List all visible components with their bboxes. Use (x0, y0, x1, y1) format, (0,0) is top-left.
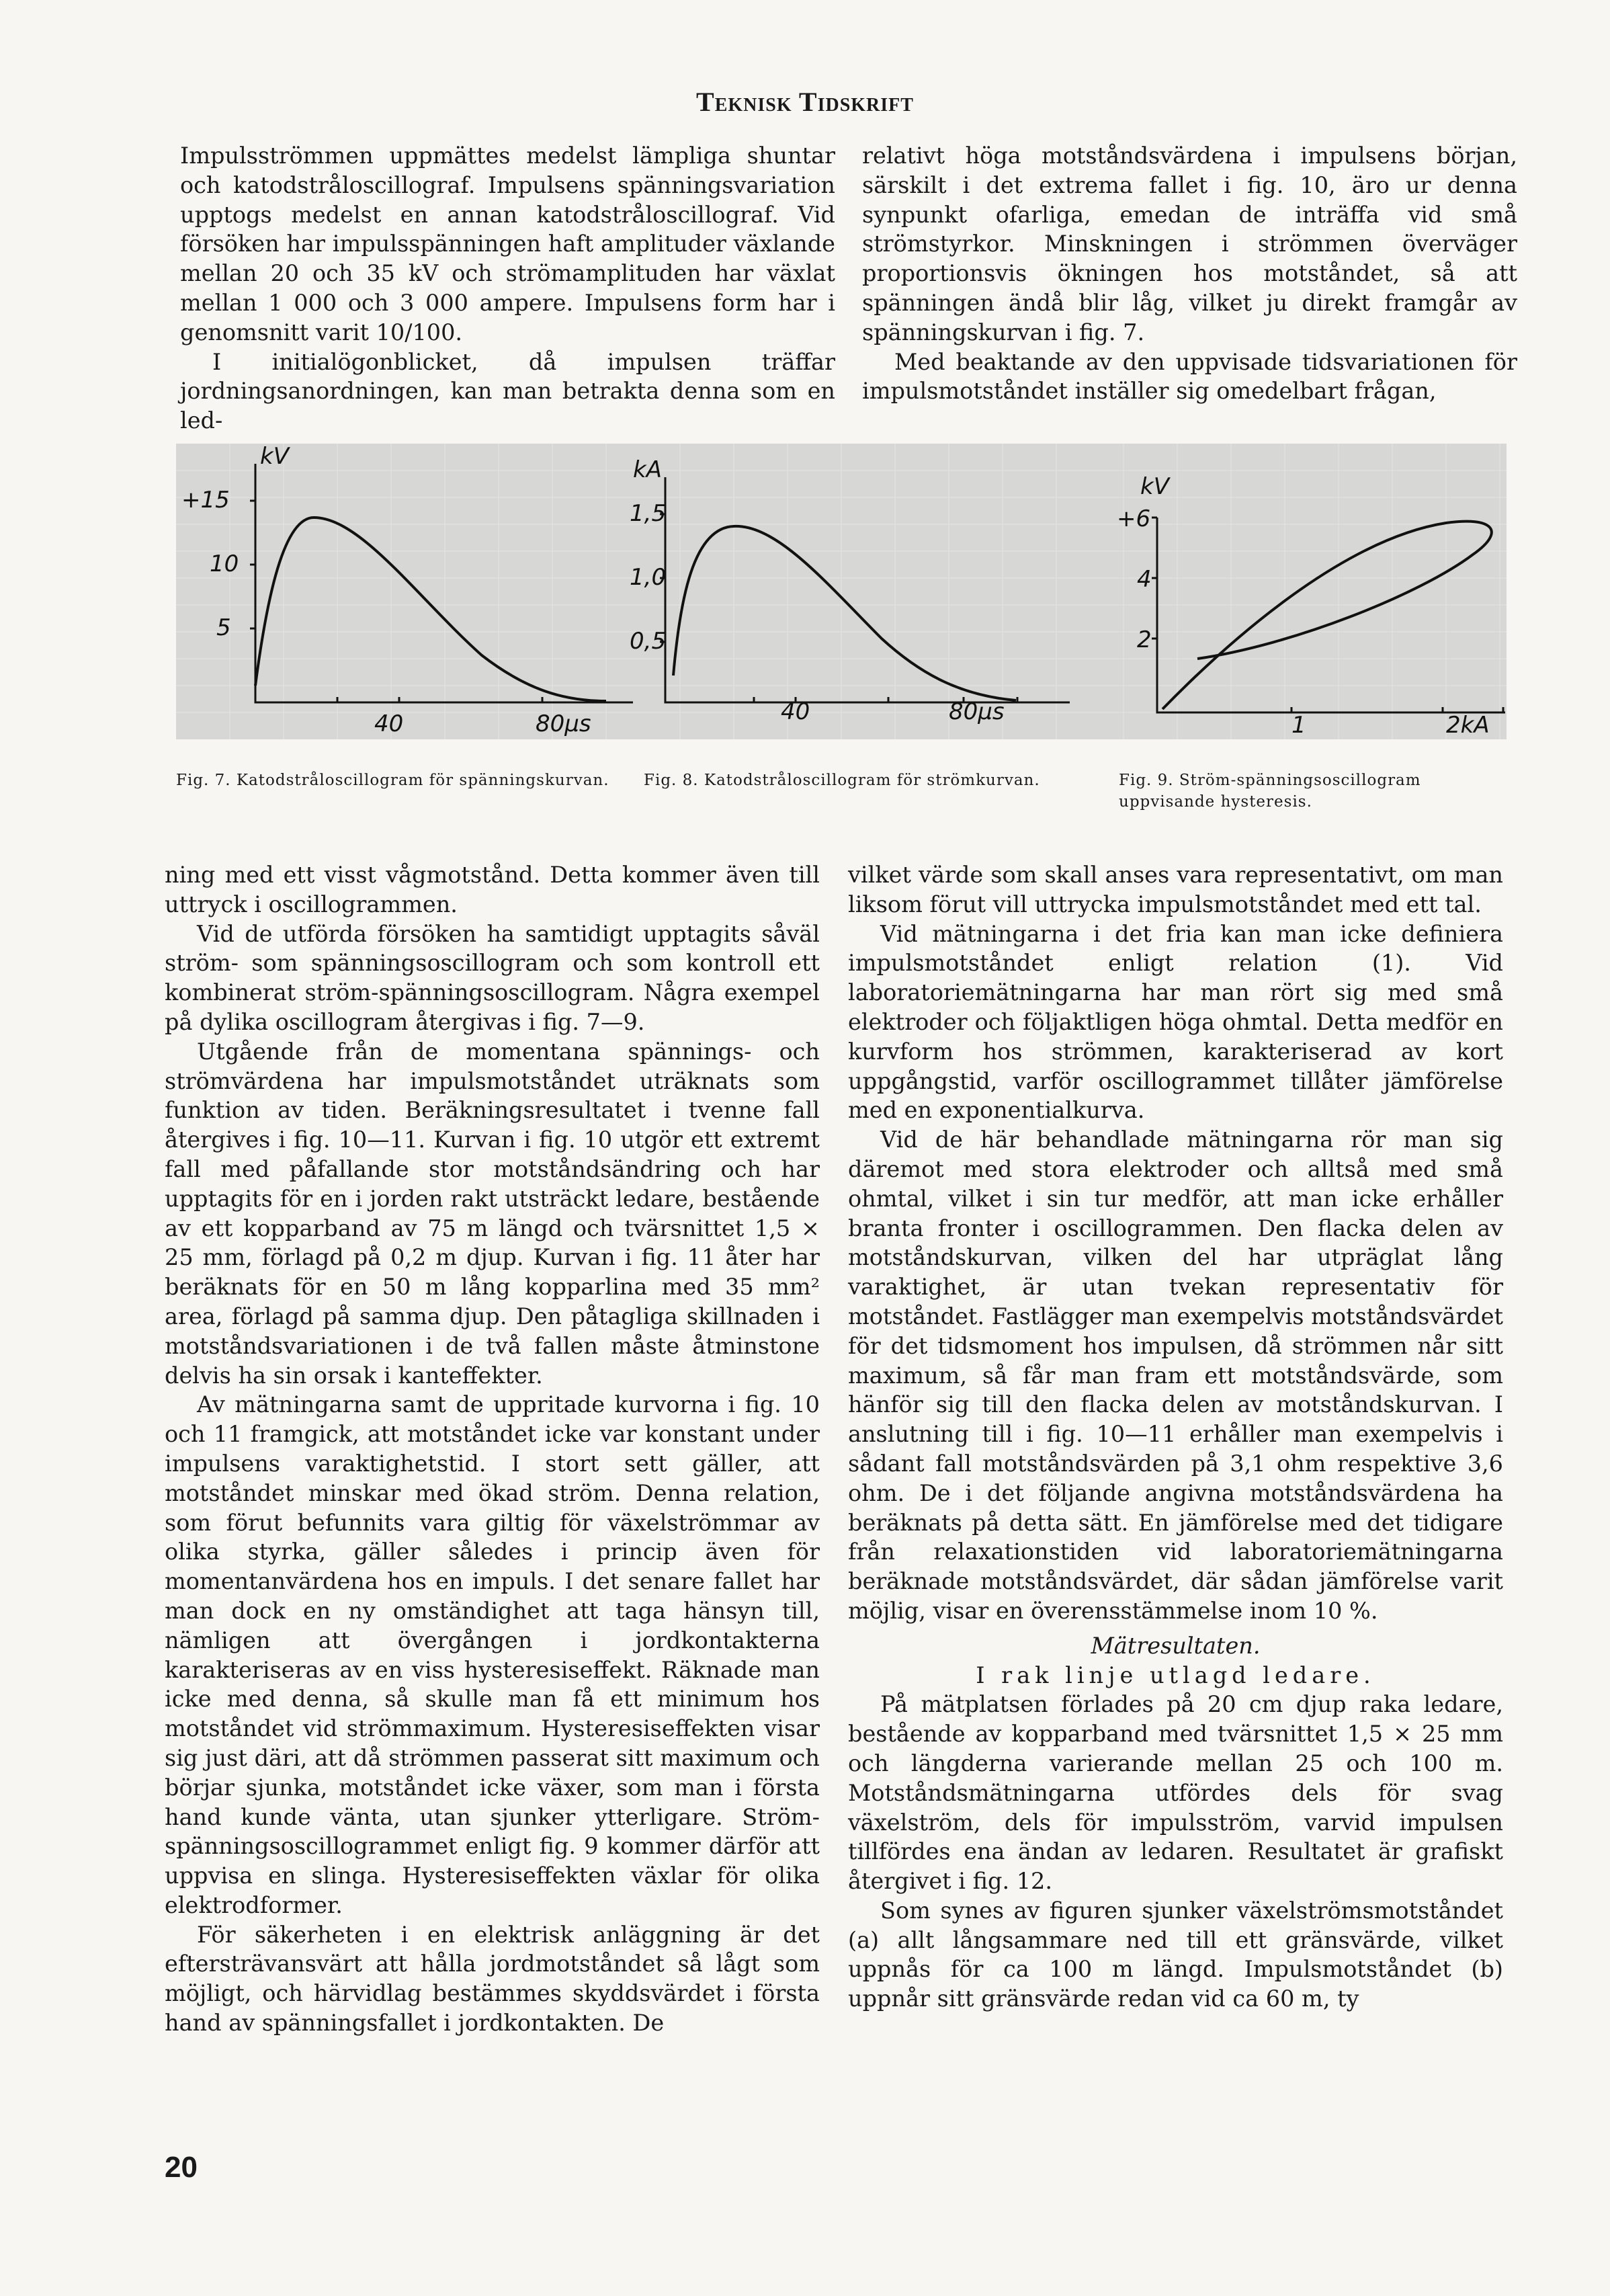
figure-7-plot (176, 444, 633, 739)
axes (1157, 518, 1505, 712)
x-tick-label: 1 (1291, 712, 1306, 739)
figure-7-caption: Fig. 7. Katodstråloscillogram för spänningskurvan. (176, 772, 609, 789)
y-unit-label: kV (1140, 473, 1169, 500)
y-tick-label: 0,5 (630, 628, 667, 655)
paragraph: Vid de utförda försöken ha samtidigt upptagits såväl ström- som spänningsoscillogram och som kontroll ett kombinerat ström-spänningsoscillogram. Några exempel på dylika oscillogram återgivas i fig. 7—9. (165, 920, 820, 1035)
paragraph: För säkerheten i en elektrisk anläggning är det eftersträvansvärt att hålla jordmotståndet så lågt som möjligt, och härvidlag bestämmes skyddsvärdet i första hand av spänningsfallet i jordkontakten. De (165, 1921, 820, 2037)
paragraph: Vid de här behandlade mätningarna rör man sig däremot med stora elektroder och alltså med små ohmtal, vilket i sin tur medför, att man icke erhåller branta fronter i oscillogrammen. Den flacka delen av motståndskurvan, vilken del har utpräglat lång varaktighet, är utan tvekan representativ för motståndet. Fastlägger man exempelvis motståndsvärdet för det tidsmoment hos impulsen, då strömmen når sitt maximum, så får man fram ett motståndsvärde, som hänför sig till den flacka delen av motståndskurvan. I anslutning till i fig. 10—11 erhåller man exempelvis i sådant fall motståndsvärden på 3,1 ohm respektive 3,6 ohm. De i det följande angivna motståndsvärdena ha beräknats på detta sätt. En jämförelse med det tidigare från relaxationstiden vid laboratoriemätningarna beräknade motståndsvärdet, där sådan jämförelse varit möjlig, visar en överensstämmelse inom 10 %. (848, 1126, 1503, 1624)
hysteresis-loop (1162, 522, 1492, 709)
page-number: 20 (165, 2151, 198, 2184)
x-tick-label: 80µs (949, 698, 1005, 725)
bottom-right-column (848, 860, 1503, 2014)
x-tick-label: 2kA (1446, 712, 1490, 739)
y-tick-label: 4 (1137, 566, 1152, 593)
axes (665, 477, 1070, 702)
y-tick-label: +15 (181, 487, 230, 514)
x-tick-label: 40 (781, 698, 810, 725)
figure-9-plot (1070, 444, 1507, 739)
paragraph: På mätplatsen förlades på 20 cm djup raka ledare, bestående av kopparband med tvärsnittet 1,5 × 25 mm och längderna varierande mellan 25 och 100 m. Motståndsmätningarna utfördes dels för svag växelström, dels för impulsström, varvid impulsen tillfördes ena ändan av ledaren. Resultatet är grafiskt återgivet i fig. 12. (848, 1691, 1503, 1895)
figure-9-hysteresis-oscillogram (1070, 444, 1507, 739)
figure-7-voltage-oscillogram (176, 444, 633, 739)
top-left-column (180, 141, 835, 436)
y-unit-label: kA (633, 456, 662, 483)
paragraph: Vid mätningarna i det fria kan man icke definiera impulsmotståndet enligt relation (1). Vid laboratoriemätningarna har man rört sig med små elektroder och följaktligen höga ohmtal. Detta medför en kurvform hos strömmen, karakteriserad av kort uppgångstid, varför oscillogrammet tillåter jämförelse med en exponentialkurva. (848, 920, 1503, 1124)
y-tick-label: 2 (1137, 626, 1152, 653)
paragraph: Med beaktande av den uppvisade tidsvariationen för impulsmotståndet inställer sig omedelbart frågan, (862, 348, 1517, 405)
figure-9-caption: Fig. 9. Ström-spänningsoscillogram uppvisande hysteresis. (1119, 772, 1421, 811)
paragraph: I initialögonblicket, då impulsen träffar jordningsanordningen, kan man betrakta denna som en led- (180, 348, 835, 434)
x-tick-label: 40 (374, 710, 404, 737)
running-head: Teknisk Tidskrift (696, 87, 914, 117)
y-tick-label: 1,5 (630, 500, 667, 527)
bottom-left-column (165, 860, 820, 2038)
paragraph: Impulsströmmen uppmättes medelst lämpliga shuntar och katodstråloscillograf. Impulsens spänningsvariation upptogs medelst en annan katodstråloscillograf. Vid försöken har impulsspänningen haft amplituder växlande mellan 20 och 35 kV och strömamplituden har växlat mellan 1 000 och 3 000 ampere. Impulsens form har i genomsnitt varit 10/100. (180, 142, 835, 345)
paragraph: Som synes av figuren sjunker växelströmsmotståndet (a) allt långsammare ned till ett gränsvärde, vilket uppnås för ca 100 m längd. Impulsmotståndet (b) uppnår sitt gränsvärde redan vid ca 60 m, ty (848, 1897, 1503, 2012)
y-tick-label: 5 (216, 614, 231, 641)
y-tick-label: 10 (210, 550, 239, 577)
x-tick-label: 80µs (536, 710, 591, 737)
oscillogram-figures (176, 444, 1507, 739)
paragraph: relativt höga motståndsvärdena i impulsens början, särskilt i det extrema fallet i fig. 10, äro ur denna synpunkt ofarliga, emedan de inträffa vid små strömstyrkor. Minskningen i strömmen överväger proportionsvis ökningen hos motståndet, så att spänningen ändå blir låg, vilket ju direkt framgår av spänningskurvan i fig. 7. (862, 142, 1517, 345)
voltage-curve (255, 518, 606, 701)
section-heading: Mätresultaten. (1091, 1632, 1261, 1659)
figure-8-plot (626, 444, 1070, 739)
y-tick-label: 1,0 (630, 564, 667, 591)
axes (255, 464, 633, 702)
figure-8-current-oscillogram (626, 444, 1070, 739)
subheading: I rak linje utlagd ledare. (976, 1662, 1375, 1688)
current-curve (673, 526, 1016, 700)
paragraph: vilket värde som skall anses vara representativt, om man liksom förut vill uttrycka impulsmotståndet med ett tal. (848, 862, 1503, 917)
y-tick-label: +6 (1117, 505, 1151, 532)
paragraph: Utgående från de momentana spännings- och strömvärdena har impulsmotståndet uträknats som funktion av tiden. Beräkningsresultatet i tvenne fall återgives i fig. 10—11. Kurvan i fig. 10 utgör ett extremt fall med påfallande stor motståndsändring och har upptagits för en i jorden rakt utsträckt ledare, bestående av ett kopparband av 75 m längd och tvärsnittet 1,5 × 25 mm, förlagd på 0,2 m djup. Kurvan i fig. 11 åter har beräknats för en 50 m lång kopparlina med 35 mm² area, förlagd på samma djup. Den påtagliga skillnaden i motståndsvariationen i de två fallen måste åtminstone delvis ha sin orsak i kanteffekter. (165, 1038, 820, 1389)
paragraph: Av mätningarna samt de uppritade kurvorna i fig. 10 och 11 framgick, att motståndet icke var konstant under impulsens varaktighetstid. I stort sett gäller, att motståndet minskar med ökad ström. Denna relation, som förut befunnits vara giltig för växelströmmar av olika styrka, gäller således i princip även för momentanvärdena hos en impuls. I det senare fallet har man dock en ny omständighet att taga hänsyn till, nämligen att övergången i jordkontakterna karakteriseras av en viss hysteresiseffekt. Räknade man icke med denna, så skulle man få ett minimum hos motståndet vid strömmaximum. Hysteresiseffekten visar sig just däri, att då strömmen passerat sitt maximum och börjar sjunka, motståndet icke växer, som man i första hand kunde vänta, utan sjunker ytterligare. Ström-spänningsoscillogrammet enligt fig. 9 kommer därför att uppvisa en slinga. Hysteresiseffekten växlar för olika elektrodformer. (165, 1391, 820, 1918)
y-unit-label: kV (260, 444, 289, 470)
paragraph: ning med ett visst vågmotstånd. Detta kommer även till uttryck i oscillogrammen. (165, 862, 820, 917)
figure-8-caption: Fig. 8. Katodstråloscillogram för strömkurvan. (644, 772, 1040, 789)
top-right-column (862, 141, 1517, 406)
